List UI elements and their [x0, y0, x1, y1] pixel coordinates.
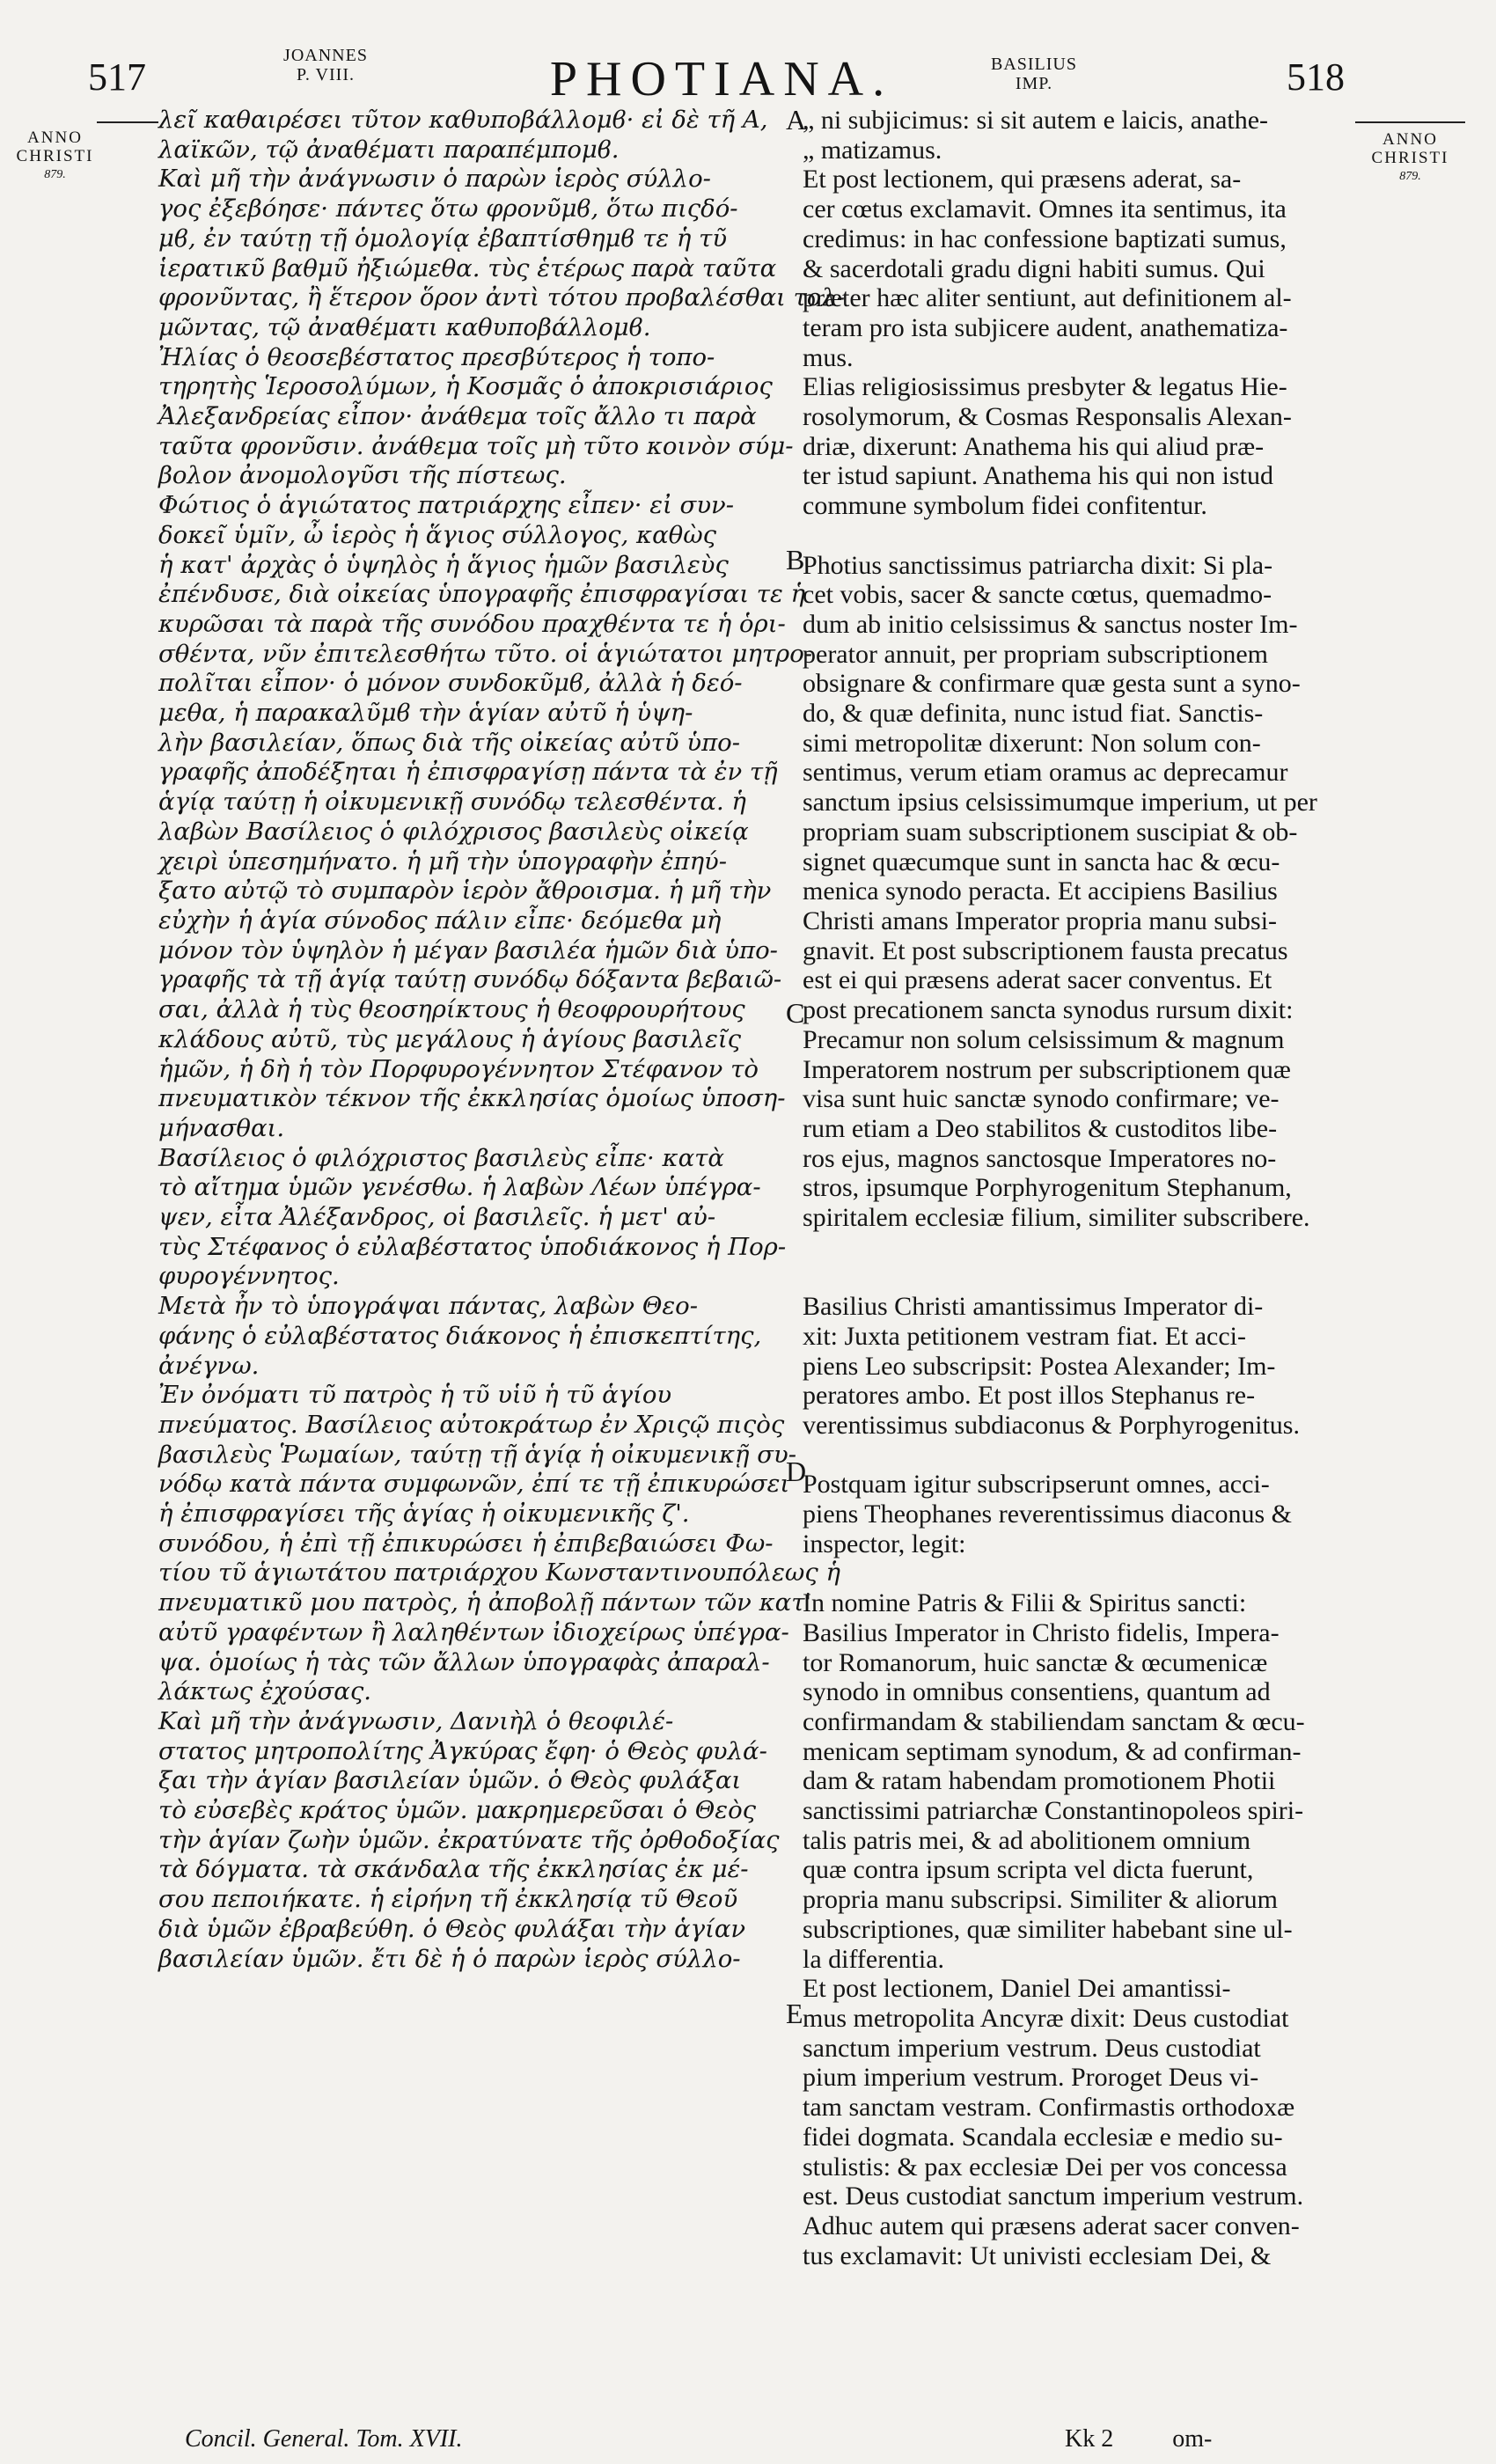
margin-rule-left	[97, 121, 158, 123]
margin-note-line: ANNO	[27, 128, 83, 147]
latin-text-line: do, & quæ definita, nunc istud fiat. Sanctis-	[803, 699, 1264, 729]
greek-text-line: ξατο αὐτῷ τὸ συμπαρὸν ἱερὸν ἄθροισμα. ἡ μῆ τὴν	[158, 876, 772, 906]
greek-text-line: λεῖ καθαιρέσει τῦτον καθυποβάλλομϐ· εἰ δὲ τῆ̣ Α,	[158, 106, 768, 134]
latin-text-line: obsignare & confirmare quæ gesta sunt a syno-	[803, 669, 1301, 699]
greek-text-line: Καὶ μῆ τὴν ἀνάγνωσιν, Δανιὴλ ὁ θεοφιλέ-	[158, 1706, 674, 1735]
greek-text-line: φυρογέννητος.	[158, 1262, 340, 1291]
section-letter-a: A	[786, 104, 807, 136]
greek-text-line: νόδῳ κατὰ πάντα συμφωνῶν, ἐπί τε τῇ ἐπικυρώσει	[158, 1470, 790, 1499]
latin-text-line: visa sunt huic sanctæ synodo confirmare; ve-	[803, 1084, 1280, 1114]
latin-text-line: stulistis: & pax ecclesiæ Dei per vos concessa	[803, 2152, 1287, 2182]
latin-text-line: synodo in omnibus consentiens, quantum ad	[803, 1677, 1271, 1707]
latin-text-line: perator annuit, per propriam subscriptionem	[803, 639, 1269, 669]
latin-text-line: driæ, dixerunt: Anathema his qui aliud præ-	[803, 431, 1265, 461]
greek-text-line: φρονῦντας, ἢ ἕτερον ὅρον ἀντὶ τότου προβαλέσθαι τολ-	[158, 283, 846, 312]
greek-text-line: διὰ ὑμῶν ἐβραβεύθη. ὁ Θεὸς φυλάξαι τὴν ἁγίαν	[158, 1914, 746, 1943]
latin-text-line: menica synodo peracta. Et accipiens Basilius	[803, 876, 1278, 906]
latin-text-line: Et post lectionem, qui præsens aderat, sa-	[803, 165, 1242, 194]
latin-text-line: verentissimus subdiaconus & Porphyrogenitus.	[803, 1410, 1300, 1440]
latin-text-line: sanctum imperium vestrum. Deus custodiat	[803, 2033, 1261, 2063]
margin-note-left	[9, 128, 101, 184]
running-head-left-line: JOANNES	[283, 46, 368, 65]
running-head-left-line: P. VIII.	[297, 65, 355, 84]
latin-text-line: Basilius Christi amantissimus Imperator di-	[803, 1292, 1264, 1322]
latin-text-line: sanctum ipsius celsissimumque imperium, ut per	[803, 788, 1317, 818]
margin-note-year: 879.	[1399, 170, 1421, 183]
latin-text-line: credimus: in hac confessione baptizati sumus,	[803, 224, 1287, 253]
greek-text-line: τὴν ἁγίαν ζωὴν ὑμῶν. ἐκρατύνατε τῆς ὀρθοδοξίας	[158, 1825, 780, 1854]
greek-text-line: ἡ κατ' ἀρχὰς ὁ ὑψηλὸς ἡ ἅγιος ἡμῶν βασιλεὺς	[158, 550, 729, 579]
latin-text-line	[803, 1558, 1366, 1588]
greek-text-line: ἐπένδυσε, διὰ οἰκείας ὑπογραφῆς ἐπισφραγίσαι τε ἡ	[158, 580, 805, 609]
greek-text-line: φάνης ὁ εὐλαβέστατος διάκονος ἡ ἐπισκεπτίτης,	[158, 1321, 762, 1350]
running-head-right-line: IMP.	[1015, 74, 1053, 93]
greek-text-line: μϐ, ἐν ταύτῃ τῇ ὁμολογίᾳ ἐβαπτίσθημϐ τε ἡ τῦ	[158, 224, 728, 253]
greek-text-line: γραφῆς ἀποδέξηται ἡ ἐπισφραγίσῃ πάντα τὰ ἐν τῇ	[158, 758, 778, 787]
footer-signature-block	[1065, 2425, 1265, 2453]
greek-text-line: ξαι τὴν ἁγίαν βασιλείαν ὑμῶν. ὁ Θεὸς φυλάξαι	[158, 1766, 742, 1795]
greek-text-line: τὺς Στέφανος ὁ εὐλαβέστατος ὑποδιάκονος ἡ Πορ-	[158, 1232, 787, 1261]
latin-text-line: Basilius Imperator in Christo fidelis, Impera-	[803, 1617, 1280, 1647]
latin-text-line: simi metropolitæ dixerunt: Non solum con-	[803, 728, 1261, 758]
latin-text-line: est ei qui præsens aderat sacer conventus. Et	[803, 965, 1272, 995]
latin-text-line: tam sanctam vestram. Confirmastis orthodoxæ	[803, 2093, 1295, 2123]
page-number-left: 517	[88, 55, 146, 99]
greek-text-line: ψα. ὁμοίως ἡ τὰς τῶν ἄλλων ὑπογραφὰς ἀπαραλ-	[158, 1647, 770, 1676]
greek-text-line: χειρὶ ὑπεσημήνατο. ἡ μῆ τὴν ὑπογραφὴν ἐπηύ-	[158, 847, 728, 876]
greek-text-line: Βασίλειος ὁ φιλόχριστος βασιλεὺς εἶπε· κατὰ	[158, 1143, 724, 1172]
greek-text-line: βασιλείαν ὑμῶν. ἔτι δὲ ἡ ὁ παρὼν ἱερὸς σύλλο-	[158, 1944, 741, 1973]
section-letter-d: D	[786, 1456, 807, 1487]
greek-text-line: πολῖται εἶπον· ὁ μόνον συνδοκῦμϐ, ἀλλὰ ἡ δεό-	[158, 669, 743, 698]
greek-text-line: κυρῶσαι τὰ παρὰ τῆς συνόδου πραχθέντα τε ἡ ὁρι-	[158, 609, 786, 638]
latin-text-line: præter hæc aliter sentiunt, aut definitionem al-	[803, 283, 1292, 313]
latin-text-line: la differentia.	[803, 1944, 945, 1974]
latin-text-line: dum ab initio celsissimus & sanctus noster Im-	[803, 609, 1298, 639]
latin-text-line: inspector, legit:	[803, 1529, 966, 1558]
latin-text-line: cet vobis, sacer & sancte cœtus, quemadmo-	[803, 580, 1272, 610]
greek-text-line: τίου τῦ ἁγιωτάτου πατριάρχου Κωνσταντινουπόλεως ἡ	[158, 1558, 840, 1588]
latin-text-line: quæ contra ipsum scripta vel dicta fuerunt,	[803, 1855, 1254, 1885]
latin-text-line: rum etiam a Deo stabilitos & custoditos libe-	[803, 1113, 1278, 1143]
latin-text-line: xit: Juxta petitionem vestram fiat. Et acci-	[803, 1321, 1247, 1351]
latin-text-line: In nomine Patris & Filii & Spiritus sancti:	[803, 1588, 1247, 1618]
latin-text-line: fidei dogmata. Scandala ecclesiæ e medio su-	[803, 2122, 1283, 2152]
greek-text-line: πνευματικῦ μου πατρὸς, ἡ ἀποβολῇ πάντων τῶν κατ'	[158, 1588, 812, 1617]
greek-text-line: Ἠλίας ὁ θεοσεβέστατος πρεσβύτερος ἡ τοπο-	[158, 342, 715, 371]
greek-text-line: βασιλεὺς Ῥωμαίων, ταύτῃ τῇ ἁγίᾳ ἡ οἰκυμενικῇ συ-	[158, 1440, 797, 1469]
margin-note-line: CHRISTI	[1371, 149, 1449, 167]
greek-text-line: λάκτως ἐχούσας.	[158, 1677, 371, 1706]
latin-text-line: ter istud sapiunt. Anathema his qui non istud	[803, 461, 1273, 491]
latin-text-line: propriam suam subscriptionem suscipiat & ob-	[803, 817, 1298, 847]
greek-text-line: δοκεῖ ὑμῖν, ὦ ἱερὸς ἡ ἅγιος σύλλογος, καθὼς	[158, 520, 717, 549]
margin-note-line: CHRISTI	[16, 147, 94, 165]
footer-catchword: om-	[1172, 2425, 1213, 2453]
section-letter-c: C	[786, 997, 805, 1029]
greek-text-line: ταῦτα φρονῦσιν. ἀνάθεμα τοῖς μὴ τῦτο κοινὸν σύμ-	[158, 431, 794, 460]
latin-text-line: Precamur non solum celsissimum & magnum	[803, 1024, 1285, 1054]
latin-text-line: piens Theophanes reverentissimus diaconus &	[803, 1500, 1292, 1529]
greek-text-line: λὴν βασιλείαν, ὅπως διὰ τῆς οἰκείας αὐτῦ ὑπο-	[158, 728, 741, 757]
latin-text-line: Postquam igitur subscripserunt omnes, acci-	[803, 1470, 1270, 1500]
latin-text-line: tor Romanorum, huic sanctæ & œcumenicæ	[803, 1647, 1268, 1677]
latin-text-line: ros ejus, magnos sanctosque Imperatores no-	[803, 1143, 1277, 1173]
latin-text-line: post precationem sancta synodus rursum dixit:	[803, 995, 1294, 1025]
latin-text-line	[803, 1233, 1366, 1263]
latin-text-line: subscriptiones, quæ similiter habebant sine ul-	[803, 1914, 1293, 1944]
latin-text-line: cer cœtus exclamavit. Omnes ita sentimus, ita	[803, 194, 1287, 224]
greek-text-line: κλάδους αὐτῦ, τὺς μεγάλους ἡ ἁγίους βασιλεῖς	[158, 1024, 742, 1053]
latin-text-line: est. Deus custodiat sanctum imperium vestrum.	[803, 2182, 1304, 2211]
running-head-right-line: BASILIUS	[990, 55, 1077, 74]
greek-text-line: λαβὼν Βασίλειος ὁ φιλόχρισος βασιλεὺς οἰκείᾳ	[158, 817, 749, 846]
latin-text-line: mus metropolita Ancyræ dixit: Deus custodiat	[803, 2004, 1289, 2033]
running-head-right	[977, 55, 1091, 93]
latin-text-line	[803, 1262, 1366, 1292]
margin-rule-right	[1355, 121, 1465, 123]
latin-text-line: spiritalem ecclesiæ filium, similiter subscribere.	[803, 1203, 1310, 1233]
latin-text-line: Et post lectionem, Daniel Dei amantissi-	[803, 1974, 1231, 2004]
margin-note-right	[1364, 130, 1456, 186]
greek-text-line: ἡ ἐπισφραγίσει τῆς ἁγίας ἡ οἰκυμενικῆς ζ'.	[158, 1500, 690, 1529]
greek-text-line: Φώτιος ὁ ἁγιώτατος πατριάρχης εἶπεν· εἰ συν-	[158, 491, 735, 520]
greek-text-line: τηρητὴς Ἱεροσολύμων, ἡ Κοσμᾶς ὁ ἀποκρισιάριος	[158, 372, 773, 401]
latin-text-line: talis patris mei, & ad abolitionem omnium	[803, 1825, 1251, 1855]
greek-text-line: ἁγίᾳ ταύτῃ ἡ οἰκυμενικῇ συνόδῳ τελεσθέντα. ἡ	[158, 788, 746, 817]
latin-text-line: tus exclamavit: Ut univisti ecclesiam Dei, &	[803, 2240, 1272, 2270]
greek-text-line: μεθα, ἡ παρακαλῦμϐ τὴν ἁγίαν αὐτῦ ἡ ὑψη-	[158, 699, 693, 728]
greek-text-line: Ἀλεξανδρείας εἶπον· ἀνάθεμα τοῖς ἄλλο τι παρὰ	[158, 402, 757, 431]
greek-text-line: γος ἐξεβόησε· πάντες ὅτω φρονῦμϐ, ὅτω πιςδό-	[158, 194, 738, 224]
latin-text-line: sanctissimi patriarchæ Constantinopoleos spiri-	[803, 1796, 1304, 1826]
greek-text-line: τὸ αἴτημα ὑμῶν γενέσθω. ἡ λαβὼν Λέων ὑπέγρα-	[158, 1173, 761, 1202]
latin-text-line: stros, ipsumque Porphyrogenitum Stephanum,	[803, 1173, 1292, 1203]
greek-text-line: ἱερατικῦ βαθμῦ ἠξιώμεθα. τὺς ἑτέρως παρὰ ταῦτα	[158, 253, 777, 282]
greek-text-line: εὐχὴν ἡ ἁγία σύνοδος πάλιν εἶπε· δεόμεθα μὴ	[158, 906, 722, 935]
greek-text-line: ἡμῶν, ἡ δὴ ἡ τὸν Πορφυρογέννητον Στέφανον τὸ	[158, 1054, 759, 1083]
greek-text-line: ψεν, εἶτα Ἀλέξανδρος, οἱ βασιλεῖς. ἡ μετ' αὐ-	[158, 1203, 716, 1232]
greek-text-line: σαι, ἀλλὰ ἡ τὺς θεοσηρίκτους ἡ θεοφρουρήτους	[158, 995, 745, 1024]
latin-text-line: Photius sanctissimus patriarcha dixit: Si pla-	[803, 550, 1273, 580]
page-title: PHOTIANA.	[549, 52, 894, 106]
greek-text-line: σου πεποιήκατε. ἡ εἰρήνη τῆ ἐκκλησίᾳ τῦ Θεοῦ	[158, 1885, 738, 1914]
latin-text-line: peratores ambo. Et post illos Stephanus re-	[803, 1381, 1256, 1411]
latin-text-line: rosolymorum, & Cosmas Responsalis Alexan-	[803, 402, 1292, 432]
latin-text-line	[803, 1441, 1366, 1470]
latin-text-line: „ matizamus.	[803, 135, 942, 165]
greek-text-line: στατος μητροπολίτης Ἀγκύρας ἔφη· ὁ Θεὸς φυλά-	[158, 1736, 767, 1765]
greek-text-line: Μετὰ ἦν τὸ ὑπογράψαι πάντας, λαβὼν Θεο-	[158, 1292, 699, 1321]
greek-text-line: λαϊκῶν, τῷ ἀναθέματι παραπέμπομϐ.	[158, 135, 620, 164]
greek-text-line: Ἐν ὀνόματι τῦ πατρὸς ἡ τῦ υἱῦ ἡ τῦ ἁγίου	[158, 1381, 672, 1410]
latin-text-line: gnavit. Et post subscriptionem fausta precatus	[803, 935, 1288, 965]
greek-text-line: αὐτῦ γραφέντων ἢ λαληθέντων ἰδιοχείρως ὑπέγρα-	[158, 1617, 789, 1646]
greek-text-line: Καὶ μῆ τὴν ἀνάγνωσιν ὁ παρὼν ἱερὸς σύλλο-	[158, 165, 711, 194]
greek-text-line: τὸ εὐσεβὲς κράτος ὑμῶν. μακρημερεῦσαι ὁ Θεὸς	[158, 1796, 757, 1825]
latin-text-line: piens Leo subscripsit: Postea Alexander; Im-	[803, 1351, 1276, 1381]
latin-text-line: propria manu subscripsi. Similiter & aliorum	[803, 1885, 1278, 1915]
latin-text-line	[803, 521, 1366, 551]
greek-text-line: γραφῆς τὰ τῇ ἁγίᾳ ταύτῃ συνόδῳ δόξαντα βεβαιῶ-	[158, 965, 782, 994]
latin-text-line: signet quæcumque sunt in sancta hac & œcu-	[803, 847, 1280, 876]
greek-text-line: σθέντα, νῦν ἐπιτελεσθήτω τῦτο. οἱ ἁγιώτατοι μητρο-	[158, 639, 813, 668]
latin-text-line: commune symbolum fidei confitentur.	[803, 491, 1207, 521]
greek-text-line: συνόδου, ἡ ἐπὶ τῇ ἐπικυρώσει ἡ ἐπιβεβαιώσει Φω-	[158, 1529, 774, 1558]
latin-text-line: teram pro ista subjicere audent, anathematiza-	[803, 312, 1288, 342]
running-head-left	[264, 46, 387, 84]
margin-note-line: ANNO	[1382, 130, 1438, 149]
section-letter-e: E	[786, 1998, 803, 2029]
latin-text-line: Adhuc autem qui præsens aderat sacer conven-	[803, 2211, 1300, 2240]
latin-text-line: menicam septimam synodum, & ad confirman-	[803, 1736, 1302, 1766]
latin-text-line: dam & ratam habendam promotionem Photii	[803, 1766, 1276, 1796]
latin-text-line: Imperatorem nostrum per subscriptionem quæ	[803, 1054, 1291, 1084]
section-letter-b: B	[786, 544, 805, 576]
latin-text-line: Christi amans Imperator propria manu subsi-	[803, 906, 1278, 935]
greek-text-line: ἀνέγνω.	[158, 1351, 260, 1380]
latin-text-line: sentimus, verum etiam oramus ac deprecamur	[803, 758, 1288, 788]
greek-text-line: μῶντας, τῷ ἀναθέματι καθυποβάλλομϐ.	[158, 312, 651, 341]
greek-text-line: πνευματικὸν τέκνον τῆς ἐκκλησίας ὁμοίως ὑποση-	[158, 1084, 786, 1113]
greek-text-line: πνεύματος. Βασίλειος αὐτοκράτωρ ἐν Χριςῷ πιςὸς	[158, 1410, 785, 1439]
footer-signature: Kk 2	[1065, 2425, 1114, 2453]
latin-text-line: pium imperium vestrum. Proroget Deus vi-	[803, 2063, 1259, 2093]
page-number-right: 518	[1287, 55, 1345, 99]
latin-text-line: Elias religiosissimus presbyter & legatus Hie-	[803, 372, 1287, 402]
greek-text-line: μόνον τὸν ὑψηλὸν ἡ μέγαν βασιλέα ἡμῶν διὰ ὑπο-	[158, 935, 778, 964]
latin-text-line: & sacerdotali gradu digni habiti sumus. Qui	[803, 253, 1265, 283]
margin-note-year: 879.	[44, 168, 66, 181]
footer-volume: Concil. General. Tom. XVII.	[185, 2425, 463, 2453]
greek-text-line: βολον ἀνομολογῦσι τῆς πίστεως.	[158, 461, 567, 490]
latin-text-column	[803, 106, 1366, 2270]
latin-text-line: confirmandam & stabiliendam sanctam & œcu-	[803, 1706, 1305, 1736]
greek-text-line: μήνασθαι.	[158, 1113, 285, 1142]
latin-text-line: „ ni subjicimus: si sit autem e laicis, anathe-	[803, 106, 1269, 135]
greek-text-line: τὰ δόγματα. τὰ σκάνδαλα τῆς ἐκκλησίας ἐκ μέ-	[158, 1855, 749, 1884]
latin-text-line: mus.	[803, 342, 854, 372]
